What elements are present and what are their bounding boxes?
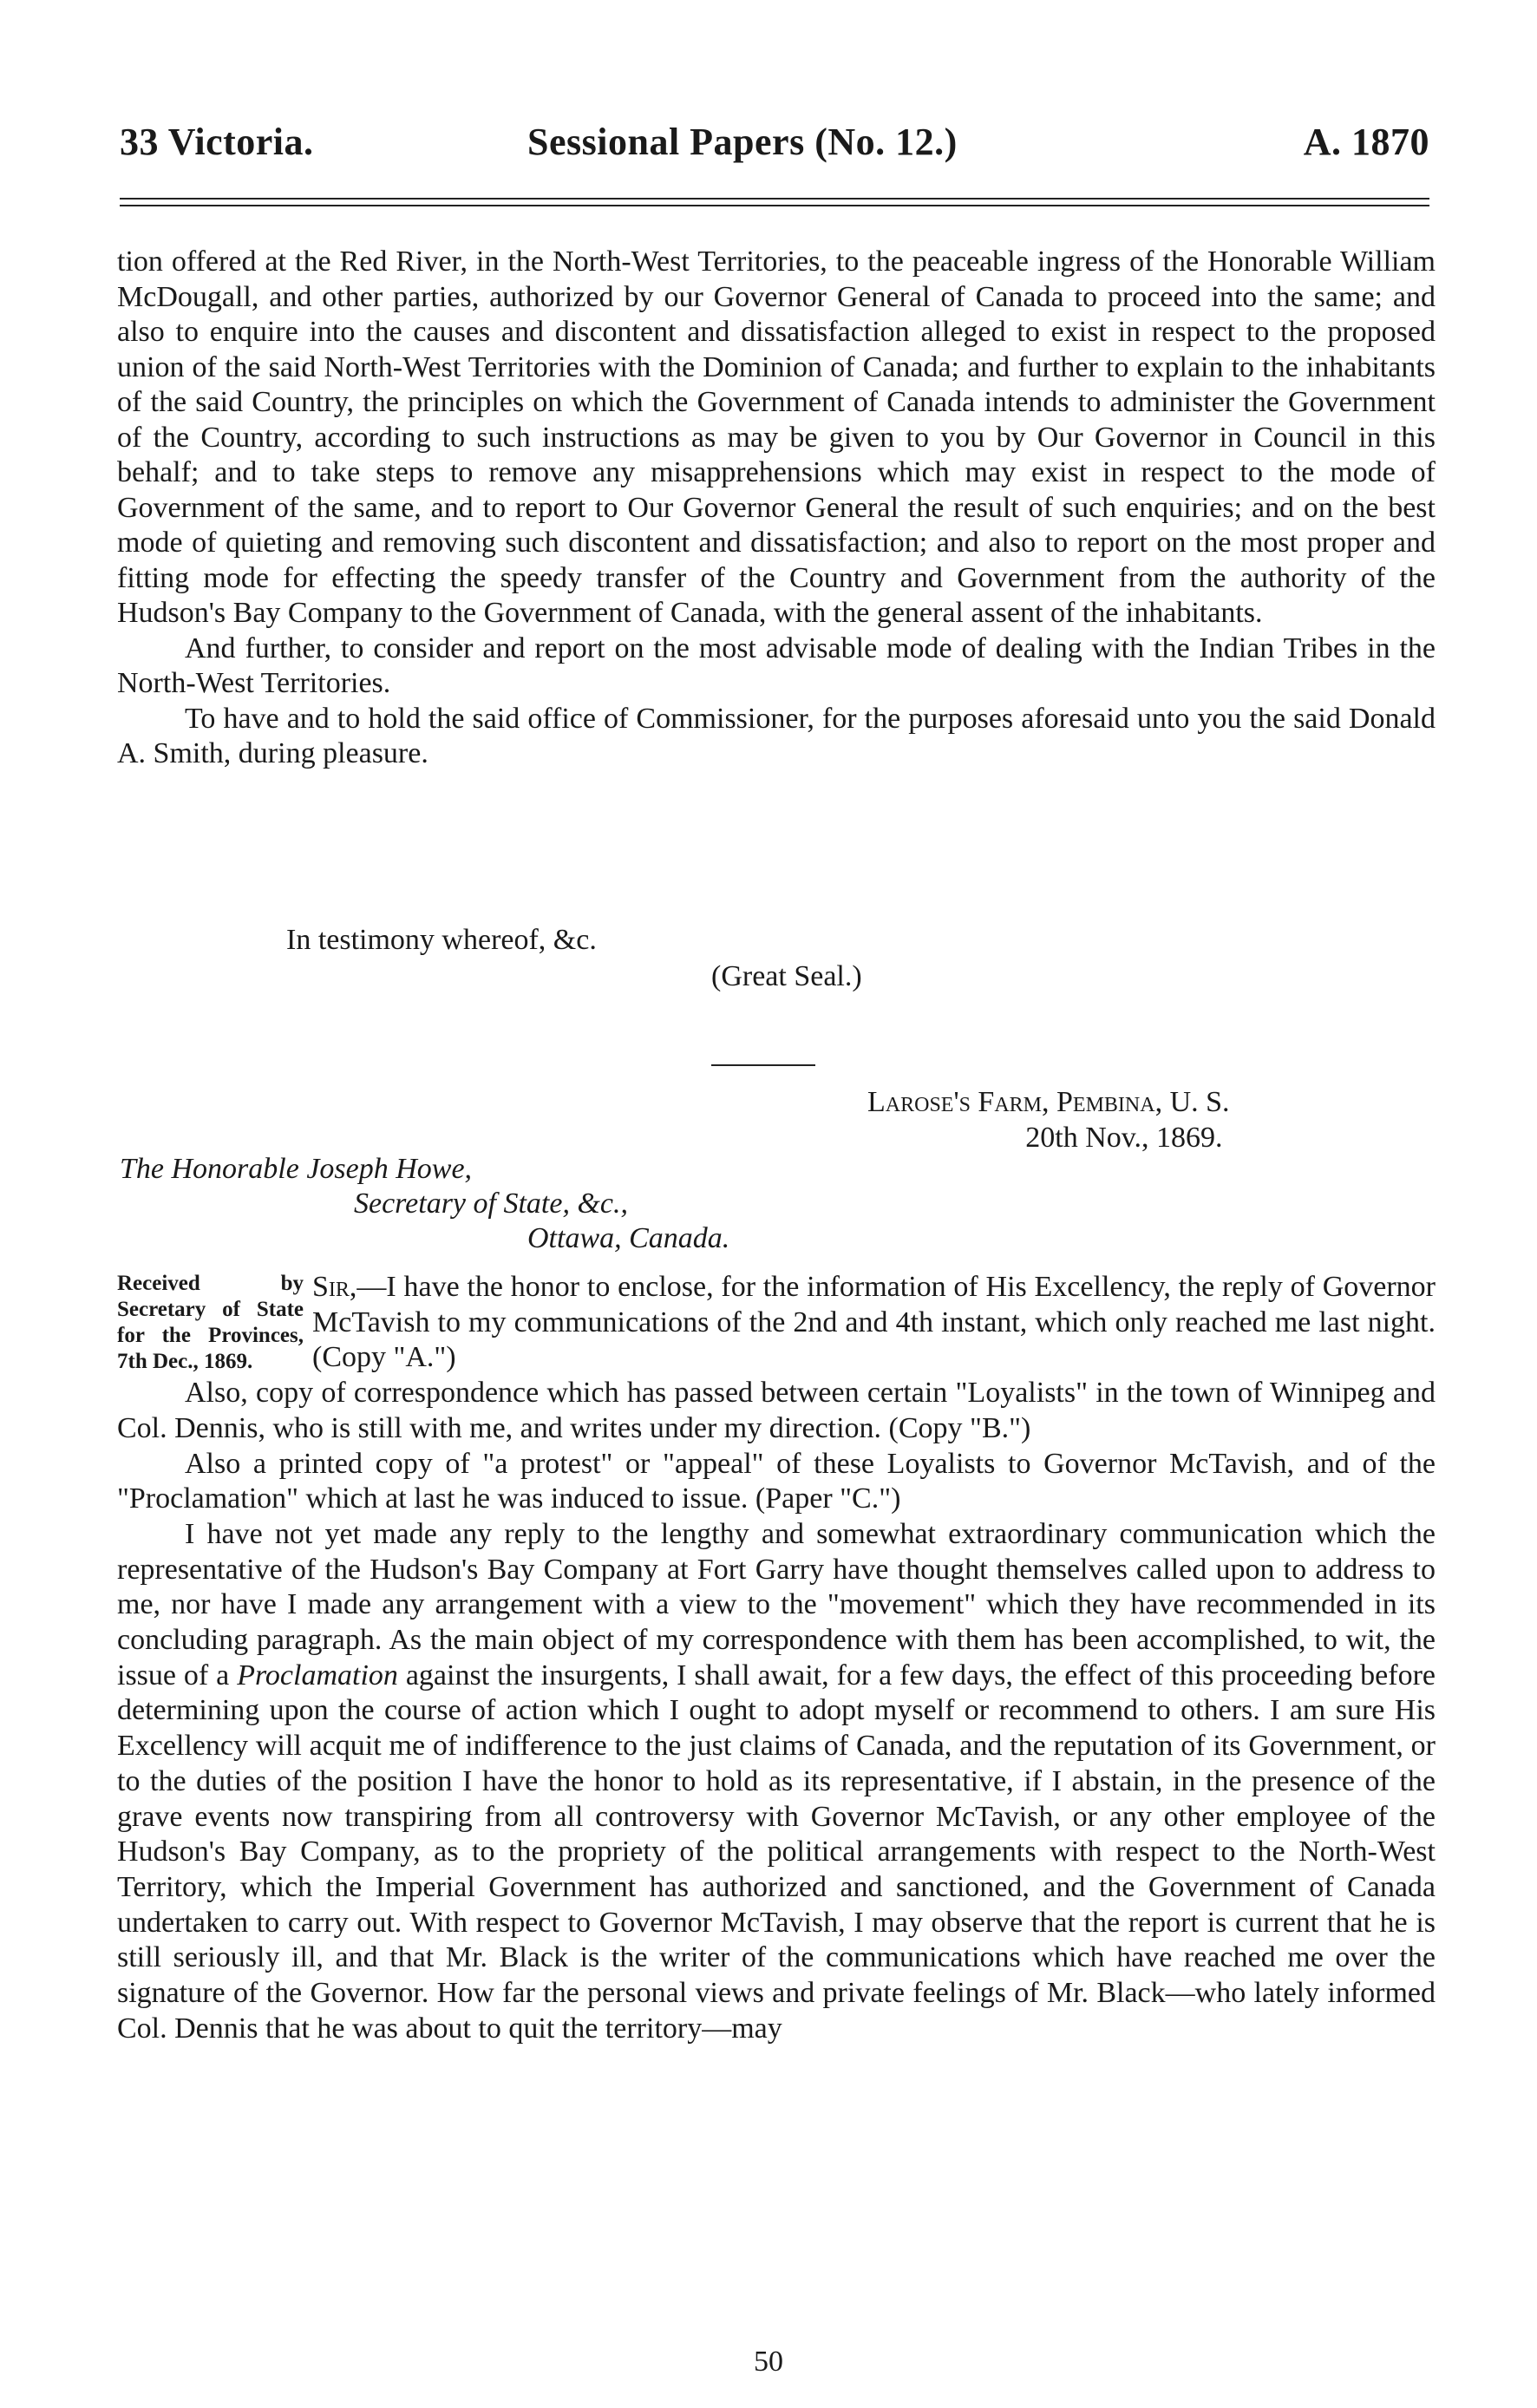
header-rule-top (120, 198, 1429, 200)
letter-place: Larose's Farm, Pembina, U. S. (867, 1086, 1230, 1118)
letter-opening (312, 1270, 1436, 1376)
header-rule-bottom (120, 205, 1429, 206)
letter-paragraph-part: I have not yet made any reply to the lengthy and somewhat extraordinary communication which the representative of the Hudson's Bay Company at Fort Garry have thought themselves called upon to address to me, nor have I made any arrangement with a view to the "movement" which they have recommended in its concluding paragraph. As the main object of my correspondence with them has been accomplished, to wit, the issue of a (117, 1517, 1436, 1691)
header-year: A. 1870 (1303, 121, 1429, 163)
letter-opening-text: —I have the honor to enclose, for the information of His Excellency, the reply of Governor McTavish to my communications of the 2nd and 4th instant, which only reached me last night. (Copy "A.") (312, 1271, 1436, 1374)
addressee-name: The Honorable Joseph Howe, (120, 1153, 473, 1185)
letter-paragraph: Also, copy of correspondence which has passed between certain "Loyalists" in the town of Winnipeg and Col. Dennis, who is still with me, and writes under my direction. (Copy "B.") (117, 1377, 1436, 1444)
header-volume: 33 Victoria. (120, 121, 314, 163)
section-divider (711, 1064, 815, 1066)
commission-paragraph: tion offered at the Red River, in the North-West Territories, to the peaceable ingress of the Honorable William McDougall, and other parties, authorized by our Governor General of Canada to proceed into the same; and also to enquire into the causes and discontent and dissatisfaction alleged to exist in respect to the proposed union of the said North-West Territories with the Dominion of Canada; and further to explain to the inhabitants of the said Country, the principles on which the Government of Canada intends to administer the Government of the Country, according to such instructions as may be given to you by Our Governor in Council in this behalf; and to take steps to remove any misapprehensions which may exist in respect to the mode of Government of the same, and to report to Our Governor General the result of such enquiries; and on the best mode of quieting and removing such discontent and dissatisfaction; and also to report on the most proper and fitting mode for effecting the speedy transfer of the Country and Government from the authority of the Hudson's Bay Company to the Government of Canada, with the general assent of the inhabitants. (117, 245, 1436, 629)
commission-paragraph: And further, to consider and report on the most advisable mode of dealing with the Indian Tribes in the North-West Territories. (117, 631, 1436, 699)
commission-paragraph: To have and to hold the said office of Commissioner, for the purposes aforesaid unto you the said Donald A. Smith, during pleasure. (117, 702, 1436, 769)
running-head (120, 120, 1429, 172)
great-seal-note: (Great Seal.) (711, 960, 862, 992)
commission-text (117, 245, 1436, 772)
testimony-clause: In testimony whereof, &c. (286, 924, 597, 956)
letter-paragraph (117, 1517, 1436, 2047)
letter-paragraph: Also a printed copy of "a protest" or "appeal" of these Loyalists to Governor McTavish, and of the "Proclamation" which at last he was induced to issue. (Paper "C.") (117, 1447, 1436, 1515)
letter-date: 20th Nov., 1869. (1025, 1122, 1223, 1154)
proclamation-term: Proclamation (237, 1659, 398, 1691)
letter-paragraph-part: against the insurgents, I shall await, for a few days, the effect of this proceeding before determining upon the course of action which I ought to adopt myself or recommend to others. I am sure His Excellency will acquit me of indifference to the just claims of Canada, and the reputation of its Government, or to the duties of the position I have the honor to hold as its representative, if I abstain, in the presence of the grave events now transpiring from all controversy with Governor McTavish, or any other employee of the Hudson's Bay Company, as to the propriety of the political arrangements with respect to the North-West Territory, which the Imperial Government has authorized and sanctioned, and the Government of Canada undertaken to carry out. With respect to Governor McTavish, I may observe that the report is current that he is still seriously ill, and that Mr. Black is the writer of the communications which have reached me over the signature of the Governor. How far the personal views and private feelings of Mr. Black—who lately informed Col. Dennis that he was about to quit the territory—may (117, 1659, 1436, 2045)
header-title: Sessional Papers (No. 12.) (527, 121, 958, 163)
letter-dateline (867, 1084, 1230, 1155)
margin-note: Received by Secretary of State for the Provinces, 7th Dec., 1869. (117, 1272, 304, 1373)
letter-addressee (120, 1152, 729, 1256)
page-number: 50 (754, 2346, 783, 2378)
addressee-location: Ottawa, Canada. (527, 1222, 730, 1254)
addressee-title: Secretary of State, &c., (354, 1188, 628, 1220)
salutation: Sir, (312, 1271, 357, 1303)
letter-body (117, 1270, 1436, 2046)
